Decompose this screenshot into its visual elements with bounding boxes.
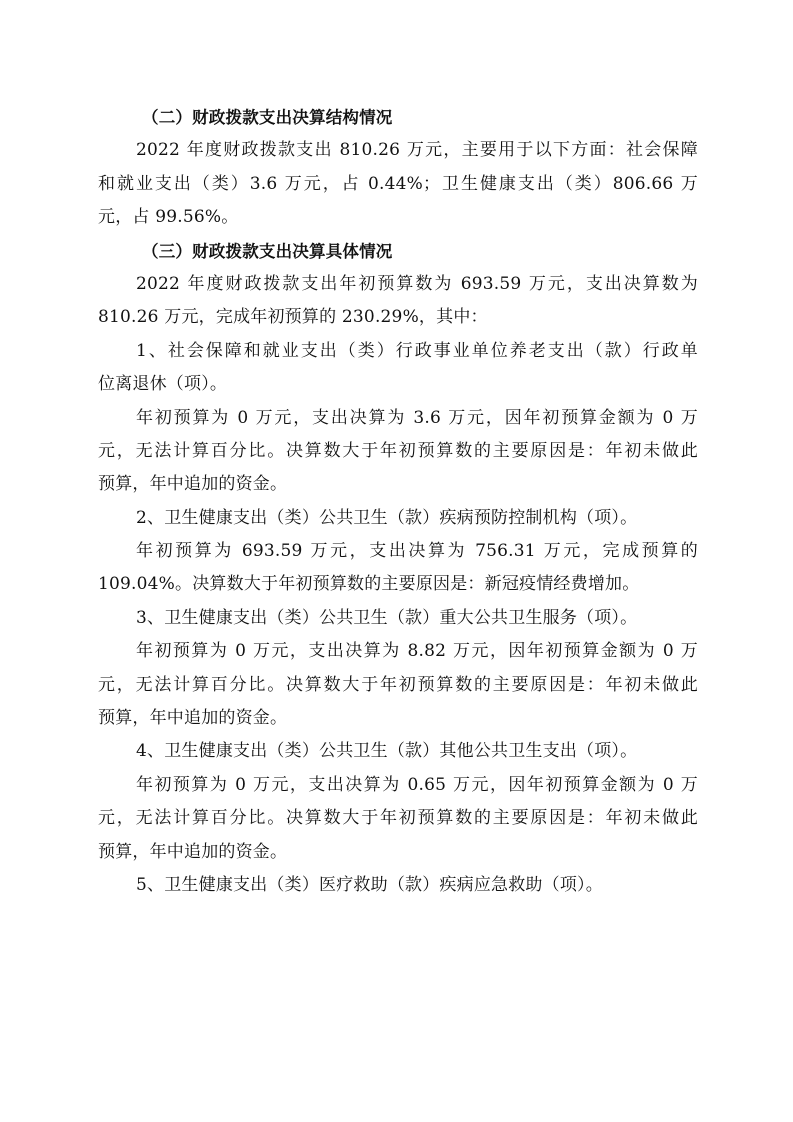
paragraph-line: 年初预算为 0 万元，支出决算为 3.6 万元，因年初预算金额为 0 万: [136, 407, 698, 428]
document-body: [98, 101, 698, 902]
list-item-title: 3、卫生健康支出（类）公共卫生（款）重大公共卫生服务（项）。: [136, 607, 638, 628]
paragraph-line: 2022 年度财政拨款支出年初预算数为 693.59 万元，支出决算数为: [136, 273, 698, 294]
paragraph-line: 810.26 万元，完成年初预算的 230.29%，其中：: [98, 307, 488, 328]
paragraph-line: 元，无法计算百分比。决算数大于年初预算数的主要原因是：年初未做此: [98, 440, 698, 461]
section-heading-details: （三）财政拨款支出决算具体情况: [142, 241, 393, 261]
paragraph-line: 元，无法计算百分比。决算数大于年初预算数的主要原因是：年初未做此: [98, 808, 698, 829]
paragraph-line: 年初预算为 0 万元，支出决算为 0.65 万元，因年初预算金额为 0 万: [136, 774, 698, 795]
paragraph-line: 元，无法计算百分比。决算数大于年初预算数的主要原因是：年初未做此: [98, 674, 698, 695]
paragraph-line: 和就业支出（类）3.6 万元，占 0.44%；卫生健康支出（类）806.66 万: [98, 173, 698, 194]
paragraph-line: 109.04%。决算数大于年初预算数的主要原因是：新冠疫情经费增加。: [98, 574, 640, 595]
paragraph-line: 预算，年中追加的资金。: [98, 474, 288, 495]
list-item-title: 5、卫生健康支出（类）医疗救助（款）疾病应急救助（项）。: [136, 874, 603, 895]
paragraph-line: 元，占 99.56%。: [98, 207, 239, 228]
paragraph-line: 年初预算为 0 万元，支出决算为 8.82 万元，因年初预算金额为 0 万: [136, 641, 698, 662]
section-heading-structure: （二）财政拨款支出决算结构情况: [142, 108, 393, 127]
list-item-title: 4、卫生健康支出（类）公共卫生（款）其他公共卫生支出（项）。: [136, 741, 638, 762]
paragraph-line: 2022 年度财政拨款支出 810.26 万元，主要用于以下方面：社会保障: [136, 140, 698, 161]
paragraph-line: 年初预算为 693.59 万元，支出决算为 756.31 万元，完成预算的: [136, 541, 698, 562]
list-item-title: 2、卫生健康支出（类）公共卫生（款）疾病预防控制机构（项）。: [136, 507, 638, 528]
list-item-title: 1、社会保障和就业支出（类）行政事业单位养老支出（款）行政单: [136, 340, 698, 361]
list-item-title: 位离退休（项）。: [98, 374, 228, 395]
paragraph-line: 预算，年中追加的资金。: [98, 708, 288, 729]
paragraph-line: 预算，年中追加的资金。: [98, 841, 288, 862]
